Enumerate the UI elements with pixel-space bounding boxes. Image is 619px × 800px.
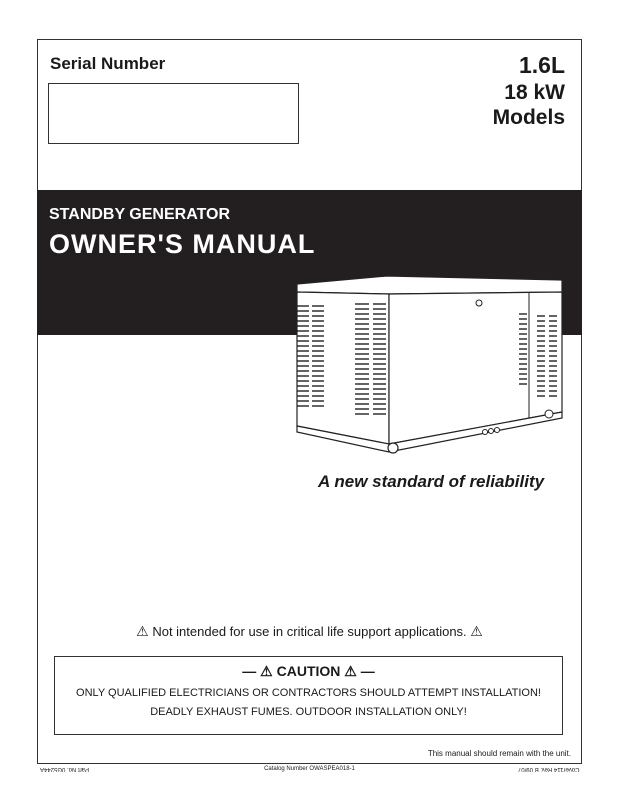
caution-heading <box>55 663 562 680</box>
warning-triangle-icon: ⚠ <box>344 663 357 679</box>
model-info <box>493 52 565 130</box>
models-label: Models <box>492 105 565 129</box>
tagline: A new standard of reliability <box>318 472 545 491</box>
caution-box <box>54 656 563 735</box>
power-rating: 18 kW <box>504 80 565 104</box>
dash-left: — <box>242 663 257 679</box>
life-support-warning <box>0 623 619 640</box>
dash-right: — <box>360 663 375 679</box>
serial-number-box <box>48 83 299 144</box>
warning-triangle-icon: ⚠ <box>260 663 273 679</box>
revision-code: Cover114 Rev. B 09/07 <box>517 766 579 772</box>
warning-triangle-icon: ⚠ <box>136 623 149 639</box>
caution-line-installation: ONLY QUALIFIED ELECTRICIANS OR CONTRACTORS SHOULD ATTEMPT INSTALLATION! <box>76 687 541 699</box>
caution-title: CAUTION <box>276 663 341 679</box>
catalog-number: Catalog Number OWASPEA018-1 <box>264 766 355 772</box>
engine-displacement: 1.6L <box>518 52 565 78</box>
part-number: Part No. 0G5244A <box>40 766 90 772</box>
caution-line-exhaust: DEADLY EXHAUST FUMES. OUTDOOR INSTALLATION ONLY! <box>150 706 467 718</box>
retain-manual-note: This manual should remain with the unit. <box>427 749 571 758</box>
document-subtitle: STANDBY GENERATOR <box>49 206 231 223</box>
serial-number-label: Serial Number <box>50 54 166 73</box>
generator-illustration <box>287 266 567 466</box>
warning-triangle-icon: ⚠ <box>470 623 483 639</box>
document-title: OWNER'S MANUAL <box>49 229 316 259</box>
life-support-warning-text: Not intended for use in critical life support applications. <box>152 624 467 639</box>
